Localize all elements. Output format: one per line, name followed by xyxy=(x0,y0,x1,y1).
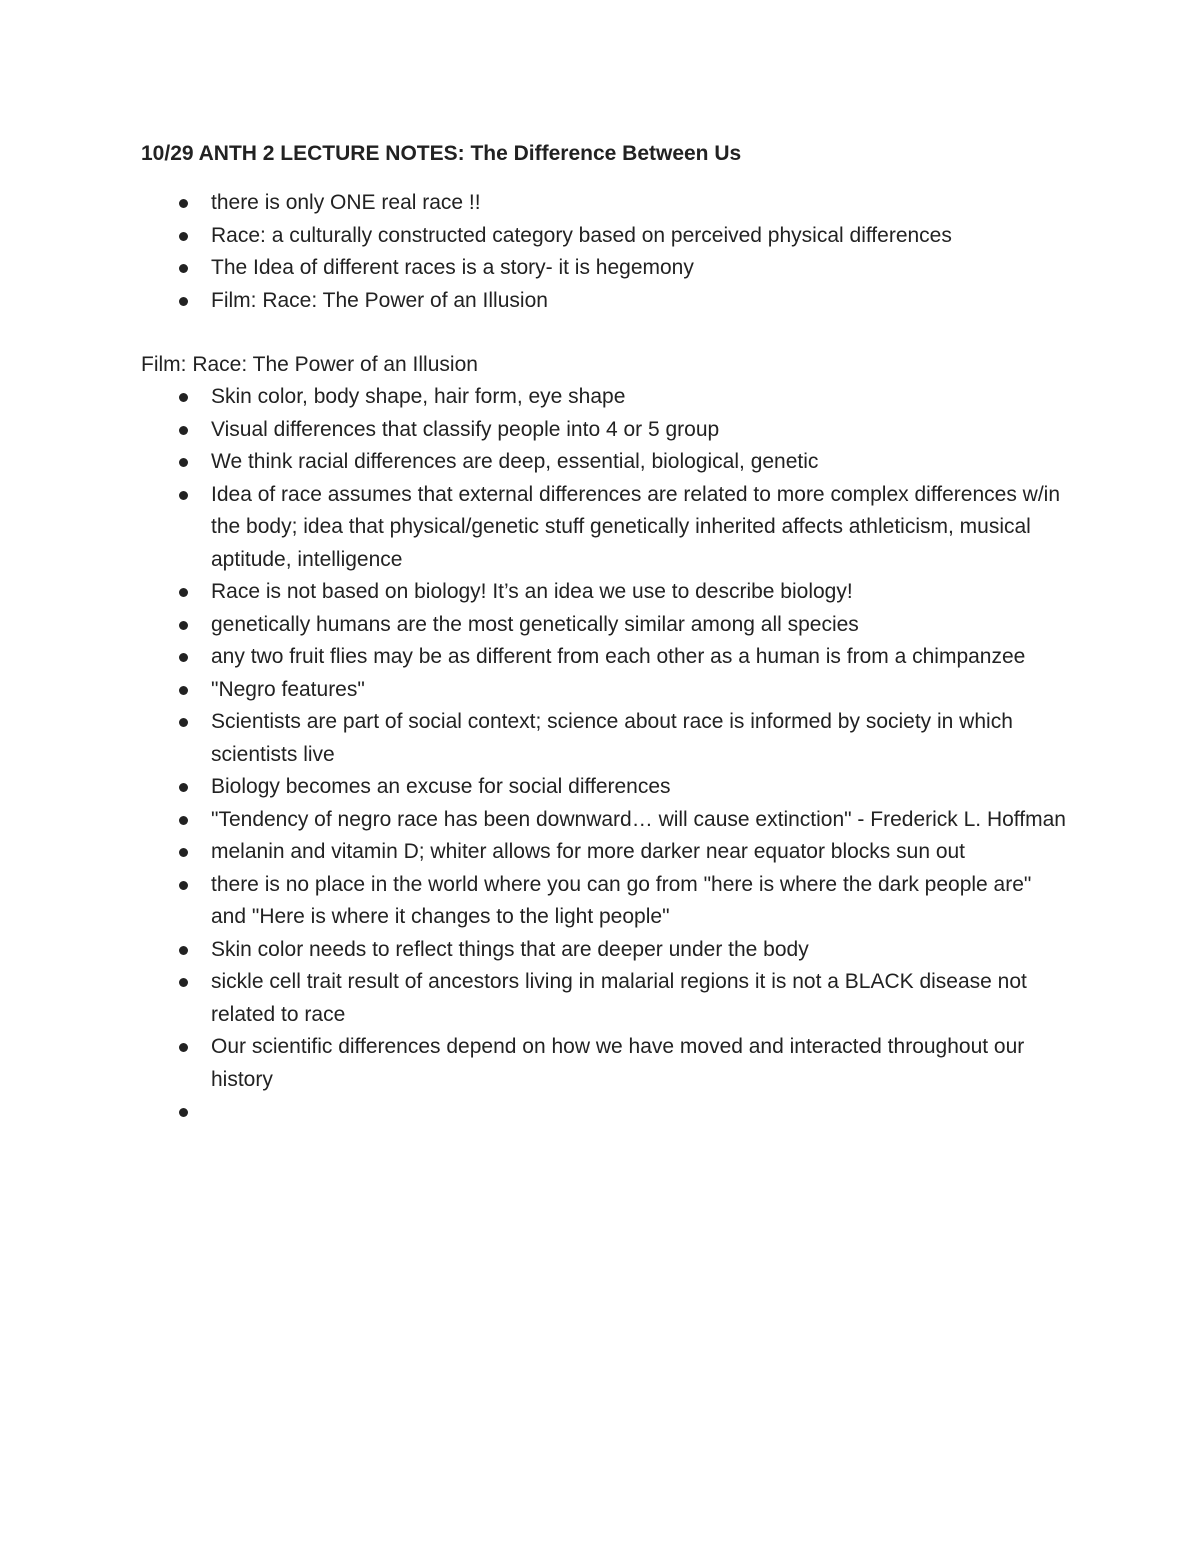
list-item: Biology becomes an excuse for social differences xyxy=(141,771,1071,804)
list-item: "Tendency of negro race has been downward… will cause extinction" - Frederick L. Hoffman xyxy=(141,804,1071,837)
list-item: genetically humans are the most genetically similar among all species xyxy=(141,609,1071,642)
list-item: sickle cell trait result of ancestors living in malarial regions it is not a BLACK disease not related to race xyxy=(141,966,1071,1031)
list-item: We think racial differences are deep, essential, biological, genetic xyxy=(141,446,1071,479)
list-item: there is only ONE real race !! xyxy=(141,187,1071,220)
list-item: Skin color, body shape, hair form, eye shape xyxy=(141,381,1071,414)
list-item: Race is not based on biology! It’s an idea we use to describe biology! xyxy=(141,576,1071,609)
list-item: Our scientific differences depend on how we have moved and interacted throughout our history xyxy=(141,1031,1071,1096)
film-notes-bullet-list xyxy=(141,381,1071,1129)
list-item: any two fruit flies may be as different from each other as a human is from a chimpanzee xyxy=(141,641,1071,674)
list-item: "Negro features" xyxy=(141,674,1071,707)
list-item: Skin color needs to reflect things that are deeper under the body xyxy=(141,934,1071,967)
list-item: melanin and vitamin D; whiter allows for more darker near equator blocks sun out xyxy=(141,836,1071,869)
list-item: Film: Race: The Power of an Illusion xyxy=(141,285,1071,318)
list-item: Visual differences that classify people into 4 or 5 group xyxy=(141,414,1071,447)
list-item xyxy=(141,1096,1071,1129)
document-content xyxy=(141,138,1071,1129)
list-item: Race: a culturally constructed category based on perceived physical differences xyxy=(141,220,1071,253)
list-item: there is no place in the world where you can go from "here is where the dark people are" and "Here is where it changes to the light people" xyxy=(141,869,1071,934)
section-heading: Film: Race: The Power of an Illusion xyxy=(141,353,478,376)
document-title: 10/29 ANTH 2 LECTURE NOTES: The Difference Between Us xyxy=(141,142,742,165)
intro-bullet-list xyxy=(141,187,1071,317)
list-item: The Idea of different races is a story- it is hegemony xyxy=(141,252,1071,285)
list-item: Scientists are part of social context; science about race is informed by society in which scientists live xyxy=(141,706,1071,771)
list-item: Idea of race assumes that external differences are related to more complex differences w/in the body; idea that physical/genetic stuff genetically inherited affects athleticism, musical aptitude, intelligence xyxy=(141,479,1071,577)
